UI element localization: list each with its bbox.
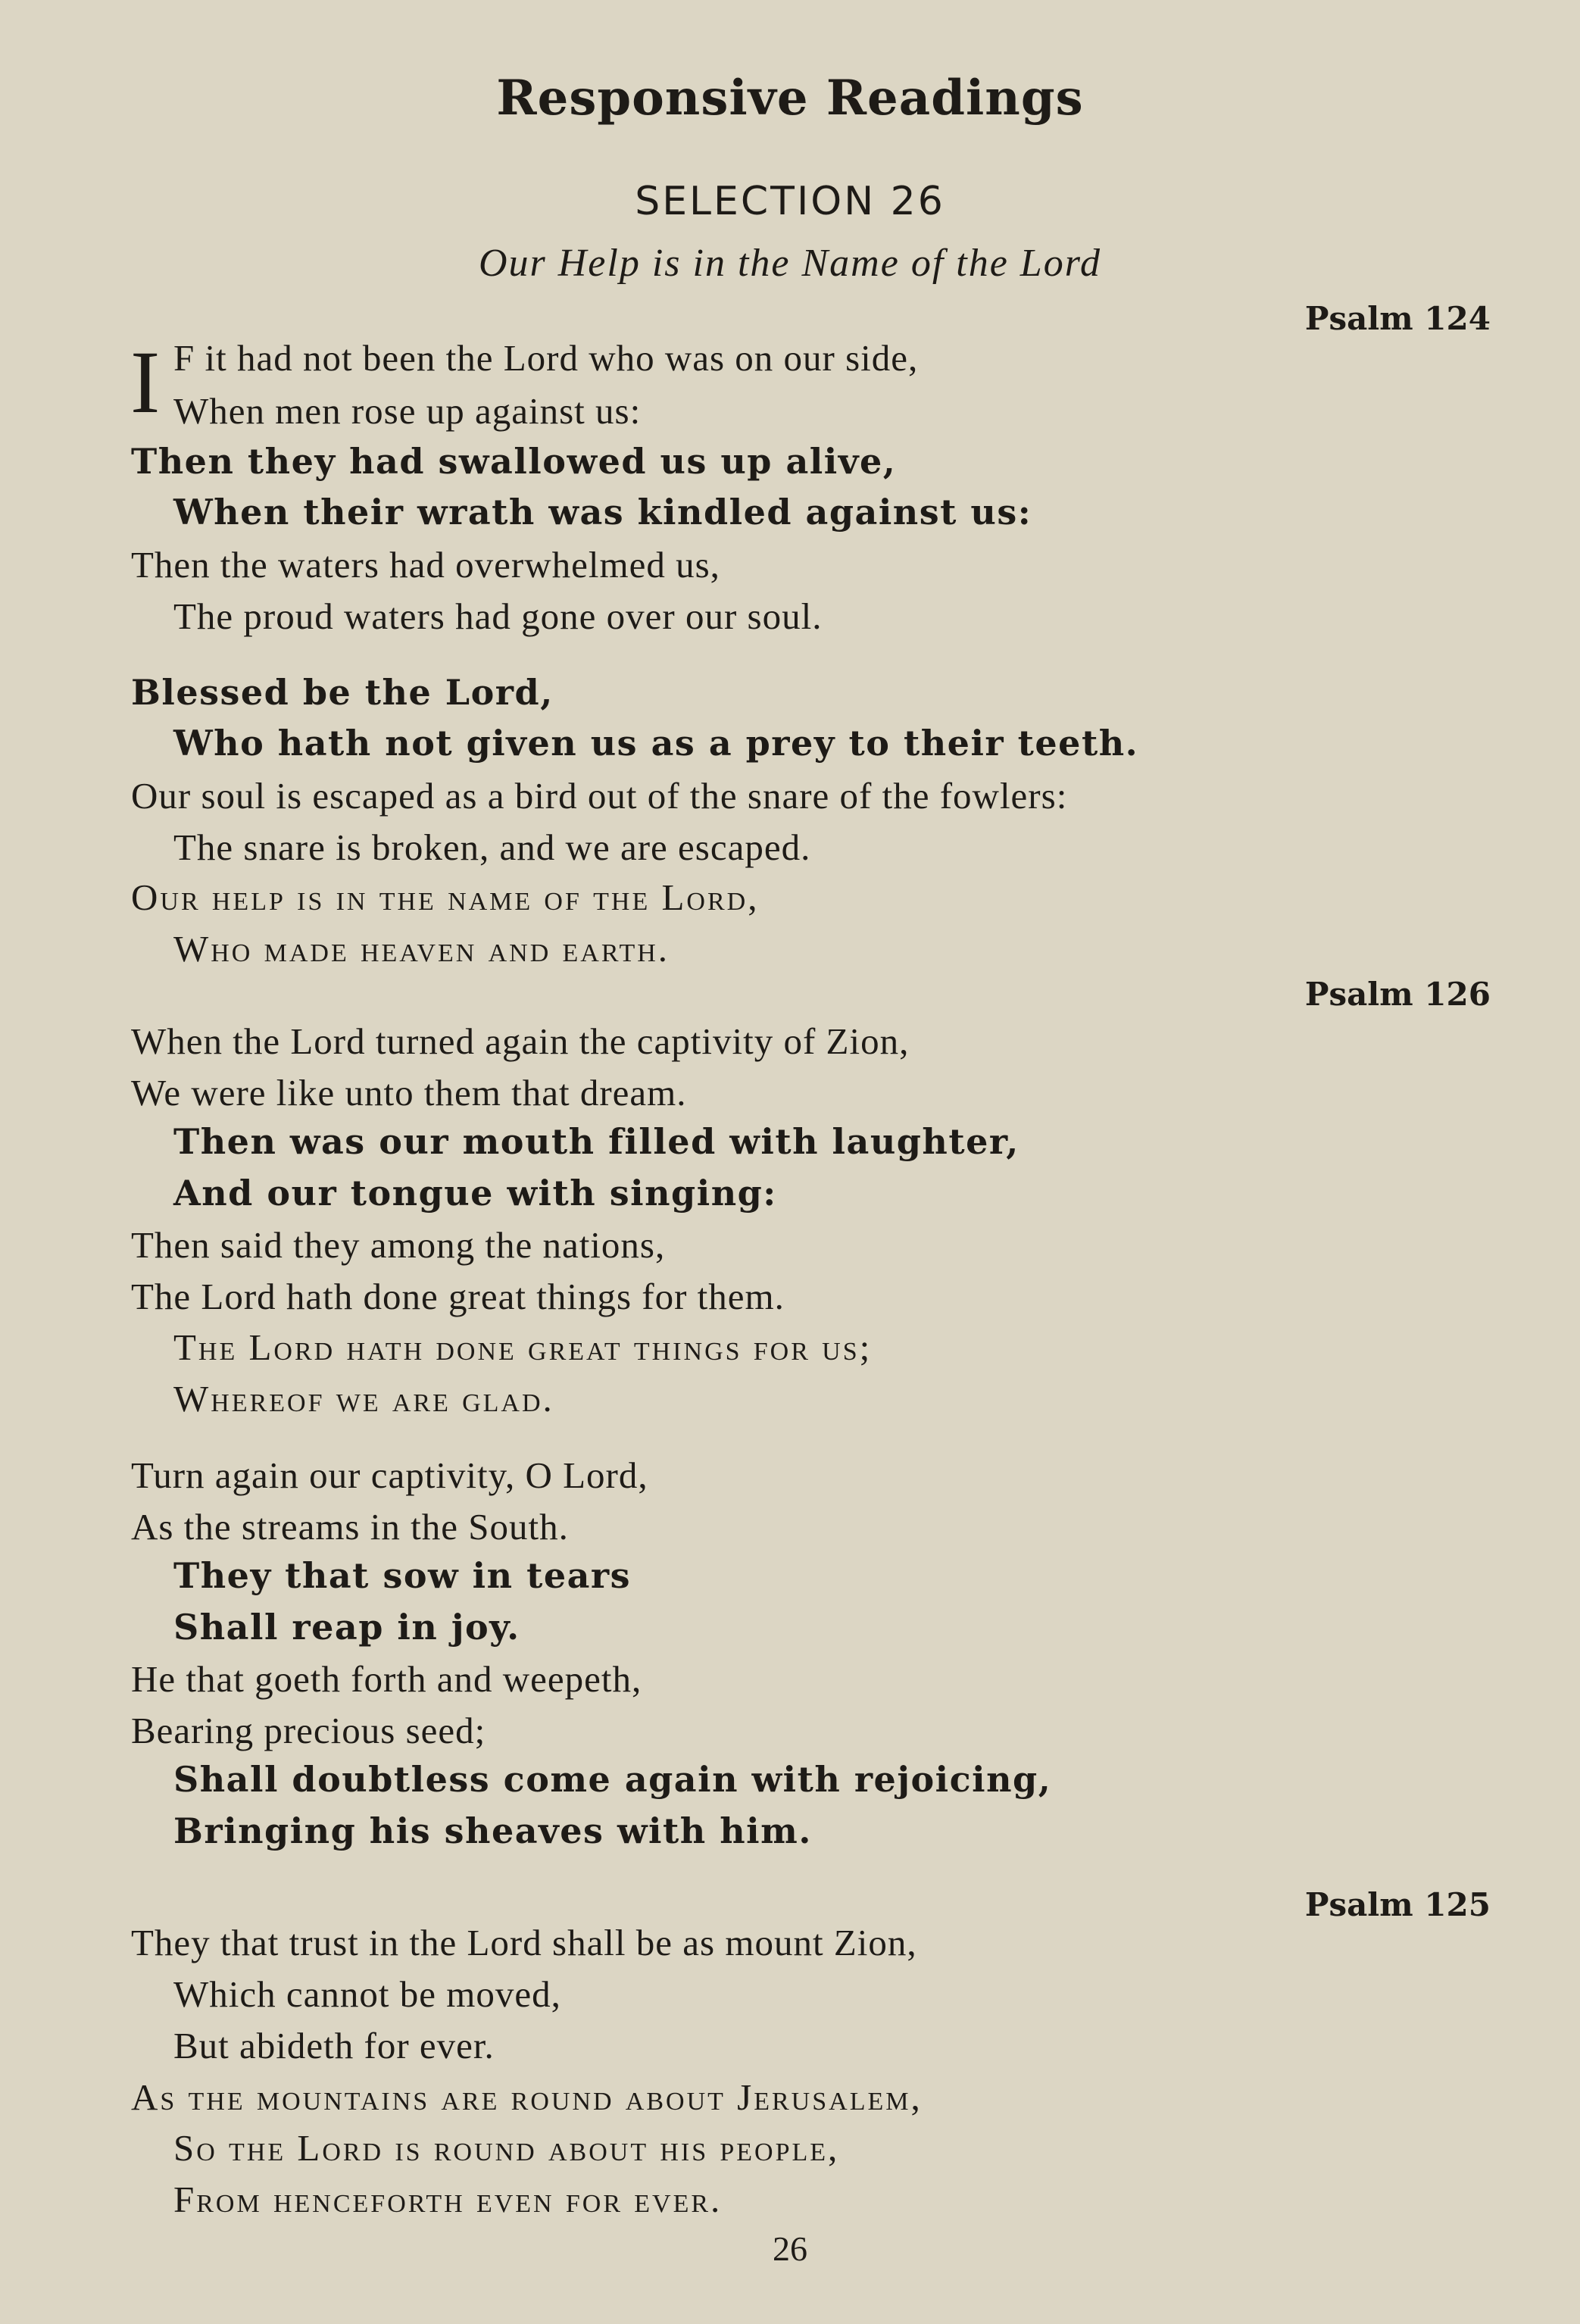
response-line: Shall reap in joy. — [173, 1607, 520, 1648]
response-line: And our tongue with singing: — [173, 1173, 777, 1214]
unison-line: From henceforth even for ever. — [173, 2179, 723, 2220]
drop-cap: I — [130, 333, 161, 432]
response-line: Then they had swallowed us up alive, — [131, 441, 897, 482]
psalm-reference: Psalm 126 — [1304, 976, 1491, 1013]
running-head: Responsive Readings — [496, 70, 1084, 127]
response-line: They that sow in tears — [173, 1555, 632, 1596]
reading-line: The snare is broken, and we are escaped. — [173, 826, 811, 868]
selection-title: SELECTION 26 — [635, 179, 945, 224]
response-line: When their wrath was kindled against us: — [173, 492, 1032, 533]
response-line: Who hath not given us as a prey to their teeth. — [173, 723, 1139, 764]
psalm-reference: Psalm 125 — [1304, 1886, 1491, 1923]
unison-line: The Lord hath done great things for us; — [173, 1326, 873, 1368]
reading-line: They that trust in the Lord shall be as mount Zion, — [131, 1922, 917, 1963]
reading-line: Bearing precious seed; — [131, 1710, 486, 1751]
psalm-reference: Psalm 124 — [1304, 300, 1491, 337]
reading-line: F it had not been the Lord who was on our side, — [173, 337, 919, 379]
unison-line: Who made heaven and earth. — [173, 928, 670, 970]
unison-line: Whereof we are glad. — [173, 1378, 554, 1420]
response-line: Blessed be the Lord, — [131, 672, 554, 713]
unison-line: As the mountains are round about Jerusalem, — [131, 2076, 923, 2118]
reading-line: The Lord hath done great things for them. — [131, 1276, 785, 1317]
reading-line: Turn again our captivity, O Lord, — [131, 1454, 648, 1496]
reading-line: Our soul is escaped as a bird out of the snare of the fowlers: — [131, 775, 1068, 817]
reading-line: Which cannot be moved, — [173, 1973, 561, 2015]
reading-line: We were like unto them that dream. — [131, 1072, 687, 1114]
unison-line: Our help is in the name of the Lord, — [131, 876, 760, 918]
reading-line: The proud waters had gone over our soul. — [173, 595, 823, 637]
reading-line: Then said they among the nations, — [131, 1224, 666, 1266]
reading-line: When men rose up against us: — [173, 390, 642, 432]
reading-line: As the streams in the South. — [131, 1506, 569, 1548]
unison-line: So the Lord is round about his people, — [173, 2127, 840, 2169]
reading-line: Then the waters had overwhelmed us, — [131, 544, 720, 586]
reading-line: But abideth for ever. — [173, 2025, 495, 2066]
response-line: Shall doubtless come again with rejoicing, — [173, 1759, 1052, 1800]
selection-subtitle: Our Help is in the Name of the Lord — [478, 242, 1102, 285]
response-line: Bringing his sheaves with him. — [173, 1810, 812, 1851]
response-line: Then was our mouth filled with laughter, — [173, 1121, 1020, 1162]
reading-line: He that goeth forth and weepeth, — [131, 1658, 642, 1700]
reading-line: When the Lord turned again the captivity of Zion, — [131, 1020, 910, 1062]
page-number: 26 — [773, 2229, 807, 2268]
